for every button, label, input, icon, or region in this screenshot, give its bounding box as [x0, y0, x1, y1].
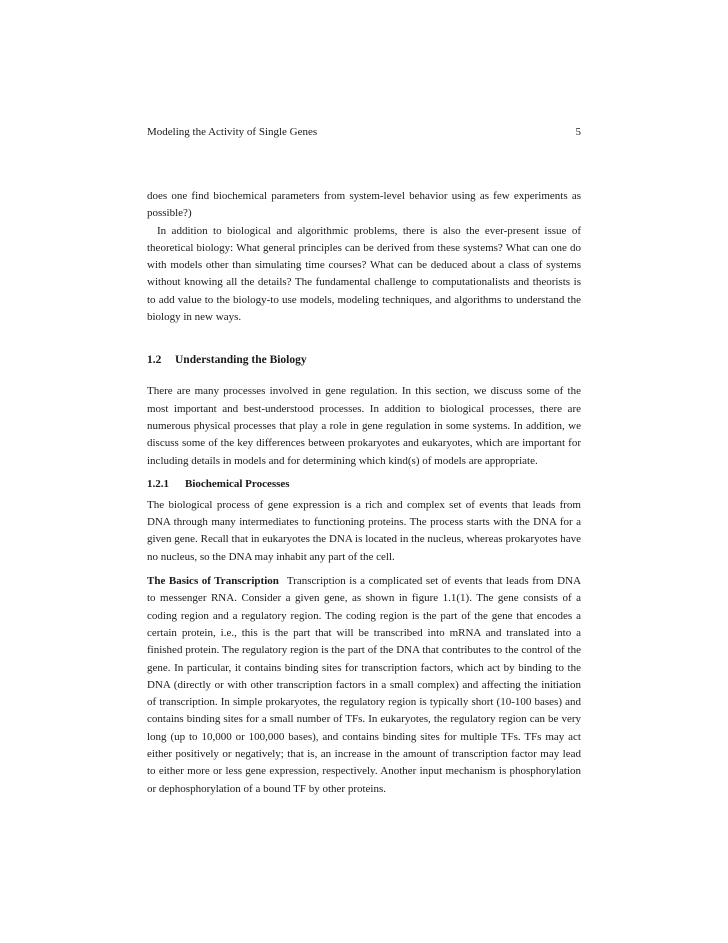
section-heading-1-2 [147, 353, 581, 367]
section-title: Understanding the Biology [175, 354, 307, 367]
subsection-heading-1-2-1 [147, 477, 581, 491]
running-head [147, 125, 581, 139]
page-number: 5 [575, 126, 581, 138]
running-title: Modeling the Activity of Single Genes [147, 126, 318, 138]
paragraph-gene-regulation-intro: There are many processes involved in gene regulation. In this section, we discuss some of the most important and best-understood processes. In addition to biological processes, there are numerous physical processes that play a role in gene regulation in some systems. In addition, we discuss some of the key differences between prokaryotes and eukaryotes, which are important for including details in models and for determining which kind(s) of models are appropriate. [147, 385, 581, 467]
subsection-title: Biochemical Processes [185, 477, 290, 490]
book-page [147, 0, 581, 943]
page-body [147, 188, 581, 798]
paragraph-transcription [147, 573, 581, 798]
runin-heading-transcription: The Basics of Transcription [147, 575, 279, 588]
subsection-number: 1.2.1 [147, 477, 169, 490]
paragraph-theoretical-biology: In addition to biological and algorithmic problems, there is also the ever-present issue of theoretical biology: What general principles can be derived from these systems? What can one do with models other than simulating time courses? What can be deduced about a class of systems without knowing all the details? The fundamental challenge to computationalists and theorists is to add value to the biology-to use models, modeling techniques, and algorithms to understand the biology in new ways. [147, 224, 581, 324]
section-number: 1.2 [147, 354, 162, 367]
paragraph-transcription-text: Transcription is a complicated set of events that leads from DNA to messenger RNA. Consider a given gene, as shown in figure 1.1(1). The gene consists of a coding region and a regulatory region. The coding region is the part of the gene that encodes a certain protein, i.e., this is the part that will be transcribed into mRNA and translated into a finished protein. The regulatory region is the part of the DNA that contributes to the control of the gene. In particular, it contains binding sites for transcription factors, which act by binding to the DNA (directly or with other transcription factors in a small complex) and affecting the initiation of transcription. In simple prokaryotes, the regulatory region is typically short (10-100 bases) and contains binding sites for a small number of TFs. In eukaryotes, the regulatory region can be very long (up to 10,000 or 100,000 bases), and contains binding sites for multiple TFs. TFs may act either positively or negatively; that is, an increase in the amount of transcription factor may lead to either more or less gene expression, respectively. Another input mechanism is phosphorylation or dephosphorylation of a bound TF by other proteins. [147, 575, 582, 795]
paragraph-gap [147, 566, 581, 573]
paragraph-gene-expression: The biological process of gene expression is a rich and complex set of events that leads from DNA through many intermediates to functioning proteins. The process starts with the DNA for a given gene. Recall that in eukaryotes the DNA is located in the nucleus, whereas prokaryotes have no nucleus, so the DNA may inhabit any part of the cell. [147, 498, 581, 563]
paragraph-continued: does one find biochemical parameters from system-level behavior using as few experiments as possible?) [147, 190, 581, 220]
